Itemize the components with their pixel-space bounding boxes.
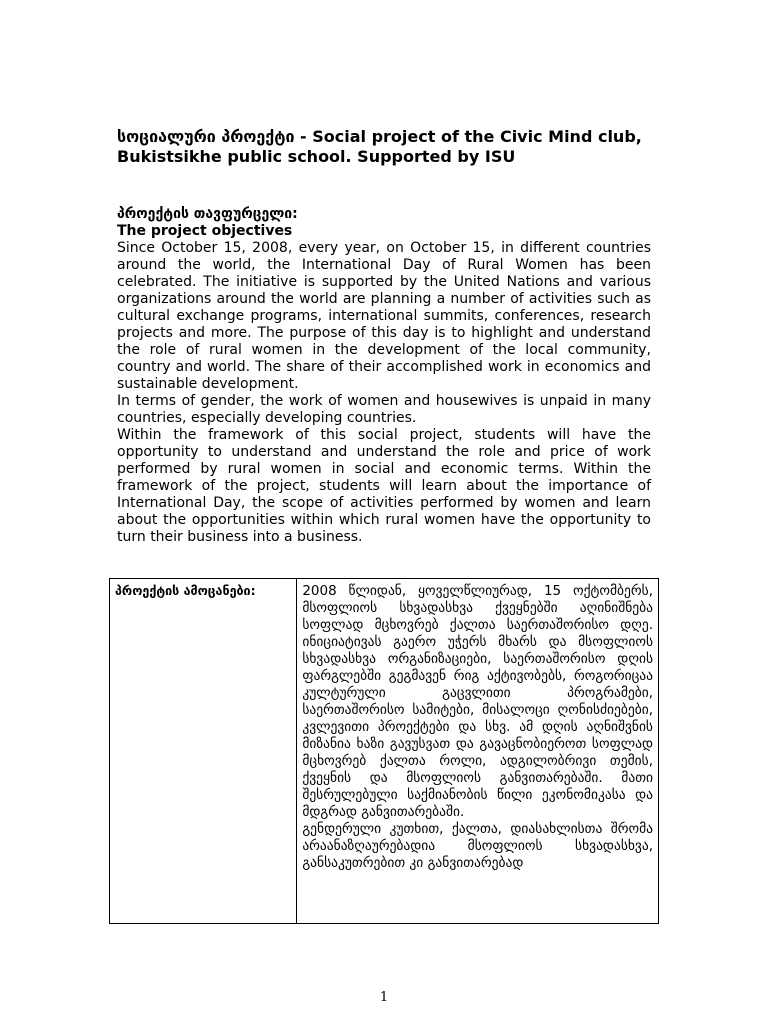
table-paragraph: გენდერული კუთხით, ქალთა, დიასახლისთა შრომა არაანაზღაურებადია მსოფლიოს სხვადასხვა, განსაკუთრებით კი განვითარებად — [302, 821, 653, 871]
objectives-heading-english: The project objectives — [117, 223, 293, 239]
paragraph: Within the framework of this social project, students will have the opportunity to understand and understand the role and price of work performed by rural women in social and economic terms. Within the framework of the project, students will learn about the importance of International Day, the scope of activities performed by women and learn about the opportunities within which rural women have the opportunity to turn their business into a business. — [117, 427, 651, 545]
paragraph: Since October 15, 2008, every year, on October 15, in different countries around the world, the International Day of Rural Women has been celebrated. The initiative is supported by the United Nations and various organizations around the world are planning a number of activities such as cultural exchange programs, international summits, conferences, research projects and more. The purpose of this day is to highlight and understand the role of rural women in the development of the local community, country and world. The share of their accomplished work in economics and sustainable development. — [117, 240, 651, 392]
paragraph: In terms of gender, the work of women and housewives is unpaid in many countries, especially developing countries. — [117, 393, 651, 426]
page-number: 1 — [379, 990, 389, 1005]
table-content-cell — [297, 579, 659, 924]
objectives-heading-georgian: პროექტის თავფურცელი: — [117, 206, 298, 222]
objectives-body — [117, 240, 651, 546]
table-label-cell: პროექტის ამოცანები: — [110, 579, 297, 924]
table-paragraph: 2008 წლიდან, ყოველწლიურად, 15 ოქტომბერს, მსოფლიოს სხვადასხვა ქვეყნებში აღინიშნება სოფლად მცხოვრებ ქალთა საერთაშორისო დღე. ინიციატივას გაერო უჭერს მხარს და მსოფლიოს სხვადასხვა ორგანიზაციები, საერთაშორისო დღის ფარგლებში გეგმავენ რიგ აქტივობებს, როგორიცაა კულტურული გაცვლითი პროგრამები, საერთაშორისო სამიტები, მისალოცი ღონისძიებები, კვლევითი პროექტები და სხვ. ამ დღის აღნიშვნის მიზანია ხაზი გავუსვათ და გავაცნობიეროთ სოფლად მცხოვრებ ქალთა როლი, ადგილობრივი თემის, ქვეყნის და მსოფლიოს განვითარებაში. მათი შესრულებული საქმიანობის წილი ეკონომიკასა და მდგრად განვითარებაში. — [302, 583, 653, 820]
table-row — [110, 579, 659, 924]
project-tasks-table — [109, 578, 659, 924]
objectives-heading — [117, 206, 657, 240]
document-title: სოციალური პროექტი - Social project of the Civic Mind club, Bukistsikhe public school. Supported by ISU — [117, 127, 642, 166]
